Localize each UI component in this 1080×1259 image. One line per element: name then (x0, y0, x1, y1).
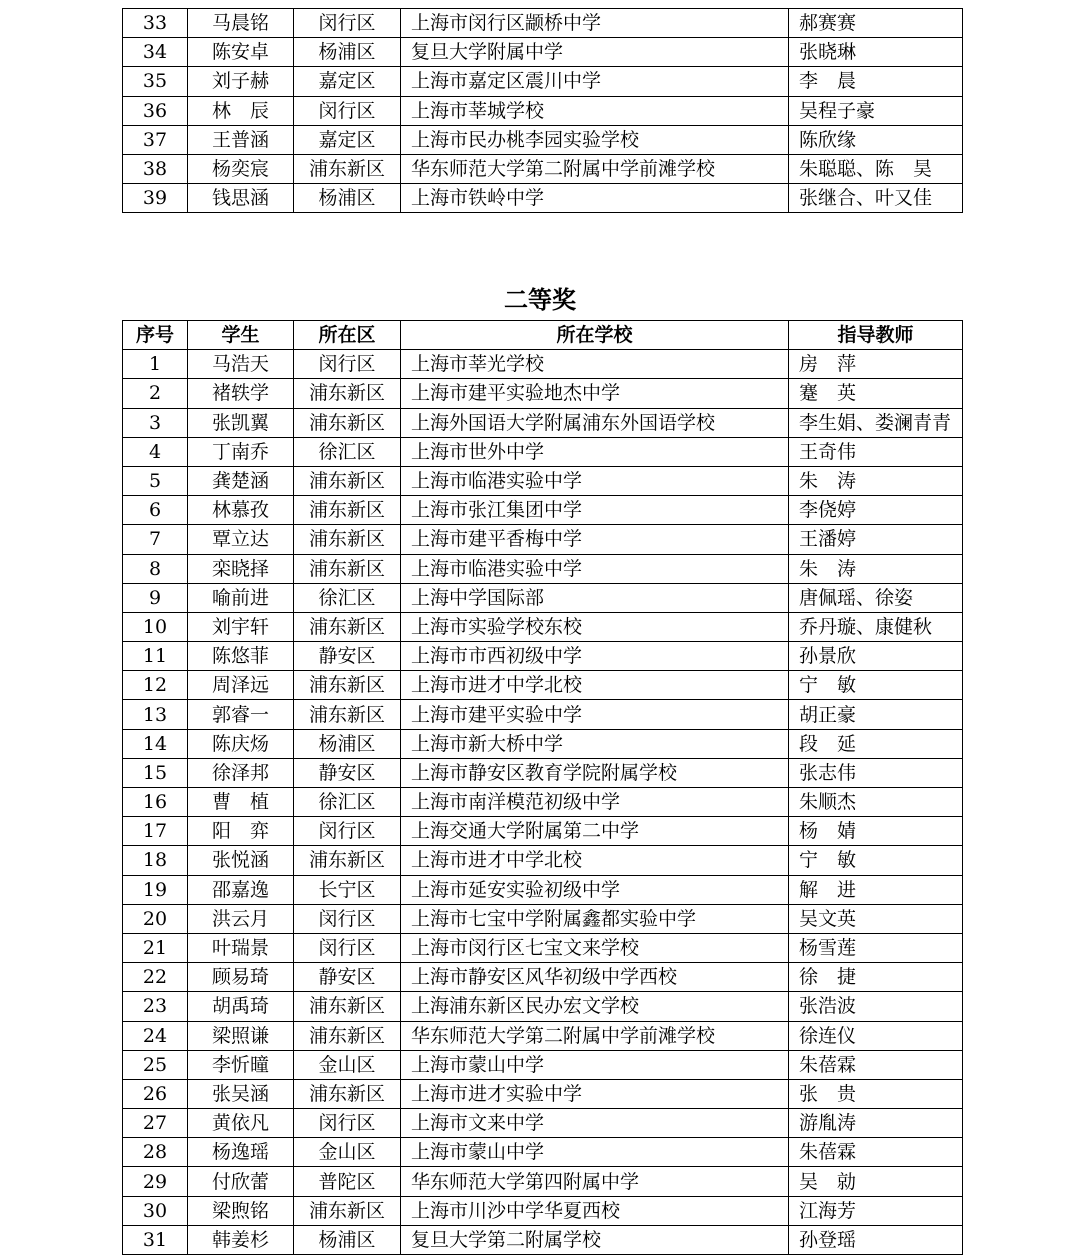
cell-district: 浦东新区 (294, 525, 401, 554)
table-row (123, 758, 963, 787)
cell-student: 喻前进 (188, 583, 294, 612)
results-table-second-prize (122, 320, 963, 1255)
cell-district: 徐汇区 (294, 788, 401, 817)
cell-district: 静安区 (294, 963, 401, 992)
cell-student: 张凯翼 (188, 408, 294, 437)
cell-student: 刘子赫 (188, 67, 294, 96)
cell-teacher: 朱顺杰 (789, 788, 963, 817)
cell-district: 徐汇区 (294, 583, 401, 612)
cell-teacher: 房 萍 (789, 350, 963, 379)
cell-student: 张吴涵 (188, 1079, 294, 1108)
cell-student: 顾易琦 (188, 963, 294, 992)
cell-school: 上海市民办桃李园实验学校 (401, 125, 789, 154)
table-row (123, 992, 963, 1021)
cell-student: 马晨铭 (188, 9, 294, 38)
cell-teacher: 李 晨 (789, 67, 963, 96)
cell-number: 17 (123, 817, 188, 846)
cell-school: 上海市进才实验中学 (401, 1079, 789, 1108)
cell-school: 上海市静安区教育学院附属学校 (401, 758, 789, 787)
cell-school: 上海市实验学校东校 (401, 612, 789, 641)
cell-teacher: 吴文英 (789, 904, 963, 933)
table-row (123, 671, 963, 700)
cell-district: 杨浦区 (294, 729, 401, 758)
cell-student: 张悦涵 (188, 846, 294, 875)
cell-district: 闵行区 (294, 350, 401, 379)
cell-teacher: 徐连仪 (789, 1021, 963, 1050)
cell-number: 38 (123, 154, 188, 183)
cell-teacher: 吴程子豪 (789, 96, 963, 125)
cell-student: 梁照谦 (188, 1021, 294, 1050)
table-row (123, 1138, 963, 1167)
cell-teacher: 张晓琳 (789, 38, 963, 67)
cell-school: 上海市蒙山中学 (401, 1050, 789, 1079)
cell-student: 叶瑞景 (188, 933, 294, 962)
cell-number: 4 (123, 437, 188, 466)
cell-district: 普陀区 (294, 1167, 401, 1196)
table-row (123, 1109, 963, 1138)
cell-school: 上海市延安实验初级中学 (401, 875, 789, 904)
cell-teacher: 张浩波 (789, 992, 963, 1021)
cell-student: 付欣蕾 (188, 1167, 294, 1196)
table-row (123, 466, 963, 495)
table-row (123, 1021, 963, 1050)
cell-number: 28 (123, 1138, 188, 1167)
table-row (123, 583, 963, 612)
table-header-row (123, 321, 963, 350)
header-school: 所在学校 (401, 321, 789, 350)
cell-teacher: 蹇 英 (789, 379, 963, 408)
cell-student: 黄依凡 (188, 1109, 294, 1138)
table-row (123, 963, 963, 992)
table-row (123, 408, 963, 437)
table-row (123, 96, 963, 125)
cell-district: 徐汇区 (294, 437, 401, 466)
cell-school: 上海市南洋模范初级中学 (401, 788, 789, 817)
cell-school: 上海中学国际部 (401, 583, 789, 612)
table-row (123, 875, 963, 904)
cell-student: 陈悠菲 (188, 642, 294, 671)
cell-number: 10 (123, 612, 188, 641)
table-row (123, 154, 963, 183)
cell-district: 闵行区 (294, 1109, 401, 1138)
cell-teacher: 张 贵 (789, 1079, 963, 1108)
cell-teacher: 张志伟 (789, 758, 963, 787)
cell-school: 上海市静安区风华初级中学西校 (401, 963, 789, 992)
cell-teacher: 朱蓓霖 (789, 1050, 963, 1079)
cell-school: 上海市七宝中学附属鑫都实验中学 (401, 904, 789, 933)
cell-teacher: 游胤涛 (789, 1109, 963, 1138)
cell-district: 闵行区 (294, 904, 401, 933)
cell-number: 16 (123, 788, 188, 817)
cell-student: 栾晓择 (188, 554, 294, 583)
cell-school: 上海市闵行区颛桥中学 (401, 9, 789, 38)
cell-school: 上海市市西初级中学 (401, 642, 789, 671)
cell-district: 闵行区 (294, 96, 401, 125)
table-row (123, 38, 963, 67)
cell-number: 8 (123, 554, 188, 583)
table-row (123, 350, 963, 379)
cell-number: 2 (123, 379, 188, 408)
cell-district: 金山区 (294, 1050, 401, 1079)
cell-number: 5 (123, 466, 188, 495)
cell-number: 26 (123, 1079, 188, 1108)
cell-school: 上海市临港实验中学 (401, 466, 789, 495)
cell-number: 37 (123, 125, 188, 154)
cell-school: 上海市建平实验地杰中学 (401, 379, 789, 408)
cell-district: 浦东新区 (294, 612, 401, 641)
cell-student: 龚楚涵 (188, 466, 294, 495)
cell-number: 3 (123, 408, 188, 437)
cell-number: 27 (123, 1109, 188, 1138)
cell-district: 浦东新区 (294, 554, 401, 583)
cell-school: 上海市临港实验中学 (401, 554, 789, 583)
cell-school: 上海市新大桥中学 (401, 729, 789, 758)
cell-teacher: 解 进 (789, 875, 963, 904)
cell-student: 马浩天 (188, 350, 294, 379)
cell-district: 静安区 (294, 642, 401, 671)
table-body (123, 350, 963, 1255)
cell-district: 金山区 (294, 1138, 401, 1167)
cell-school: 上海市张江集团中学 (401, 496, 789, 525)
results-table-continued (122, 8, 963, 213)
table-body (123, 9, 963, 213)
cell-number: 19 (123, 875, 188, 904)
cell-school: 华东师范大学第二附属中学前滩学校 (401, 1021, 789, 1050)
cell-teacher: 朱蓓霖 (789, 1138, 963, 1167)
cell-number: 13 (123, 700, 188, 729)
cell-teacher: 杨 婧 (789, 817, 963, 846)
cell-school: 上海市蒙山中学 (401, 1138, 789, 1167)
cell-number: 21 (123, 933, 188, 962)
cell-teacher: 段 延 (789, 729, 963, 758)
cell-district: 浦东新区 (294, 154, 401, 183)
cell-number: 29 (123, 1167, 188, 1196)
cell-district: 闵行区 (294, 933, 401, 962)
cell-student: 李忻曈 (188, 1050, 294, 1079)
cell-number: 7 (123, 525, 188, 554)
table-row (123, 1050, 963, 1079)
section-title-second-prize: 二等奖 (504, 285, 576, 314)
cell-district: 杨浦区 (294, 184, 401, 213)
cell-teacher: 王潘婷 (789, 525, 963, 554)
header-number: 序号 (123, 321, 188, 350)
table-row (123, 9, 963, 38)
table-row (123, 612, 963, 641)
table-row (123, 817, 963, 846)
table-row (123, 525, 963, 554)
cell-student: 周泽远 (188, 671, 294, 700)
cell-number: 31 (123, 1225, 188, 1254)
cell-teacher: 朱 涛 (789, 466, 963, 495)
cell-number: 34 (123, 38, 188, 67)
cell-number: 35 (123, 67, 188, 96)
table-row (123, 933, 963, 962)
cell-student: 刘宇轩 (188, 612, 294, 641)
cell-teacher: 胡正豪 (789, 700, 963, 729)
table-row (123, 437, 963, 466)
cell-student: 王普涵 (188, 125, 294, 154)
cell-school: 复旦大学附属中学 (401, 38, 789, 67)
table-row (123, 379, 963, 408)
cell-teacher: 徐 捷 (789, 963, 963, 992)
cell-student: 钱思涵 (188, 184, 294, 213)
cell-district: 浦东新区 (294, 1079, 401, 1108)
cell-number: 30 (123, 1196, 188, 1225)
cell-number: 23 (123, 992, 188, 1021)
table-row (123, 1225, 963, 1254)
cell-student: 胡禹琦 (188, 992, 294, 1021)
cell-number: 33 (123, 9, 188, 38)
cell-student: 林慕孜 (188, 496, 294, 525)
cell-student: 韩姜杉 (188, 1225, 294, 1254)
cell-district: 嘉定区 (294, 67, 401, 96)
cell-teacher: 杨雪莲 (789, 933, 963, 962)
table-row (123, 125, 963, 154)
cell-number: 25 (123, 1050, 188, 1079)
cell-teacher: 吴 勍 (789, 1167, 963, 1196)
cell-teacher: 朱 涛 (789, 554, 963, 583)
cell-district: 浦东新区 (294, 496, 401, 525)
table-row (123, 1196, 963, 1225)
cell-number: 12 (123, 671, 188, 700)
cell-district: 嘉定区 (294, 125, 401, 154)
cell-teacher: 宁 敏 (789, 846, 963, 875)
cell-teacher: 乔丹璇、康健秋 (789, 612, 963, 641)
cell-district: 浦东新区 (294, 466, 401, 495)
cell-student: 林 辰 (188, 96, 294, 125)
table-row (123, 554, 963, 583)
table-row (123, 700, 963, 729)
cell-school: 上海市建平香梅中学 (401, 525, 789, 554)
cell-student: 杨奕宸 (188, 154, 294, 183)
cell-district: 杨浦区 (294, 38, 401, 67)
cell-student: 丁南乔 (188, 437, 294, 466)
cell-teacher: 王奇伟 (789, 437, 963, 466)
cell-school: 上海市铁岭中学 (401, 184, 789, 213)
table-row (123, 904, 963, 933)
header-district: 所在区 (294, 321, 401, 350)
cell-student: 郭睿一 (188, 700, 294, 729)
table-row (123, 496, 963, 525)
cell-number: 20 (123, 904, 188, 933)
cell-teacher: 陈欣缘 (789, 125, 963, 154)
cell-teacher: 宁 敏 (789, 671, 963, 700)
cell-school: 上海外国语大学附属浦东外国语学校 (401, 408, 789, 437)
cell-student: 杨逸瑶 (188, 1138, 294, 1167)
cell-district: 浦东新区 (294, 700, 401, 729)
cell-school: 上海市川沙中学华夏西校 (401, 1196, 789, 1225)
cell-school: 上海市文来中学 (401, 1109, 789, 1138)
cell-school: 上海市莘城学校 (401, 96, 789, 125)
cell-student: 陈庆炀 (188, 729, 294, 758)
cell-school: 上海市闵行区七宝文来学校 (401, 933, 789, 962)
cell-district: 闵行区 (294, 817, 401, 846)
cell-teacher: 郝赛赛 (789, 9, 963, 38)
cell-district: 杨浦区 (294, 1225, 401, 1254)
cell-number: 14 (123, 729, 188, 758)
cell-school: 华东师范大学第二附属中学前滩学校 (401, 154, 789, 183)
cell-district: 静安区 (294, 758, 401, 787)
cell-district: 浦东新区 (294, 846, 401, 875)
header-teacher: 指导教师 (789, 321, 963, 350)
cell-number: 11 (123, 642, 188, 671)
cell-number: 36 (123, 96, 188, 125)
cell-school: 上海市嘉定区震川中学 (401, 67, 789, 96)
cell-student: 邵嘉逸 (188, 875, 294, 904)
cell-district: 浦东新区 (294, 379, 401, 408)
cell-teacher: 孙登瑶 (789, 1225, 963, 1254)
table-row (123, 67, 963, 96)
cell-school: 复旦大学第二附属学校 (401, 1225, 789, 1254)
cell-teacher: 朱聪聪、陈 昊 (789, 154, 963, 183)
cell-school: 上海市进才中学北校 (401, 846, 789, 875)
cell-district: 浦东新区 (294, 1021, 401, 1050)
cell-school: 上海市世外中学 (401, 437, 789, 466)
table-row (123, 1079, 963, 1108)
table-row (123, 846, 963, 875)
table-row (123, 788, 963, 817)
cell-number: 9 (123, 583, 188, 612)
cell-district: 闵行区 (294, 9, 401, 38)
cell-school: 上海交通大学附属第二中学 (401, 817, 789, 846)
cell-district: 浦东新区 (294, 671, 401, 700)
cell-number: 24 (123, 1021, 188, 1050)
cell-student: 陈安卓 (188, 38, 294, 67)
cell-school: 上海市建平实验中学 (401, 700, 789, 729)
cell-district: 长宁区 (294, 875, 401, 904)
cell-school: 上海浦东新区民办宏文学校 (401, 992, 789, 1021)
cell-number: 18 (123, 846, 188, 875)
cell-student: 徐泽邦 (188, 758, 294, 787)
table-row (123, 1167, 963, 1196)
cell-number: 1 (123, 350, 188, 379)
cell-district: 浦东新区 (294, 992, 401, 1021)
cell-teacher: 张继合、叶又佳 (789, 184, 963, 213)
cell-teacher: 唐佩瑶、徐姿 (789, 583, 963, 612)
cell-school: 上海市进才中学北校 (401, 671, 789, 700)
cell-number: 15 (123, 758, 188, 787)
cell-district: 浦东新区 (294, 1196, 401, 1225)
header-student: 学生 (188, 321, 294, 350)
cell-student: 阳 弈 (188, 817, 294, 846)
cell-number: 6 (123, 496, 188, 525)
cell-teacher: 孙景欣 (789, 642, 963, 671)
cell-district: 浦东新区 (294, 408, 401, 437)
cell-teacher: 江海芳 (789, 1196, 963, 1225)
cell-number: 39 (123, 184, 188, 213)
cell-school: 华东师范大学第四附属中学 (401, 1167, 789, 1196)
cell-student: 洪云月 (188, 904, 294, 933)
table-row (123, 729, 963, 758)
cell-student: 覃立达 (188, 525, 294, 554)
cell-student: 曹 植 (188, 788, 294, 817)
cell-teacher: 李侥婷 (789, 496, 963, 525)
cell-student: 梁煦铭 (188, 1196, 294, 1225)
table-row (123, 184, 963, 213)
cell-student: 褚轶学 (188, 379, 294, 408)
cell-number: 22 (123, 963, 188, 992)
table-row (123, 642, 963, 671)
cell-school: 上海市莘光学校 (401, 350, 789, 379)
cell-teacher: 李生娟、娄澜青青 (789, 408, 963, 437)
